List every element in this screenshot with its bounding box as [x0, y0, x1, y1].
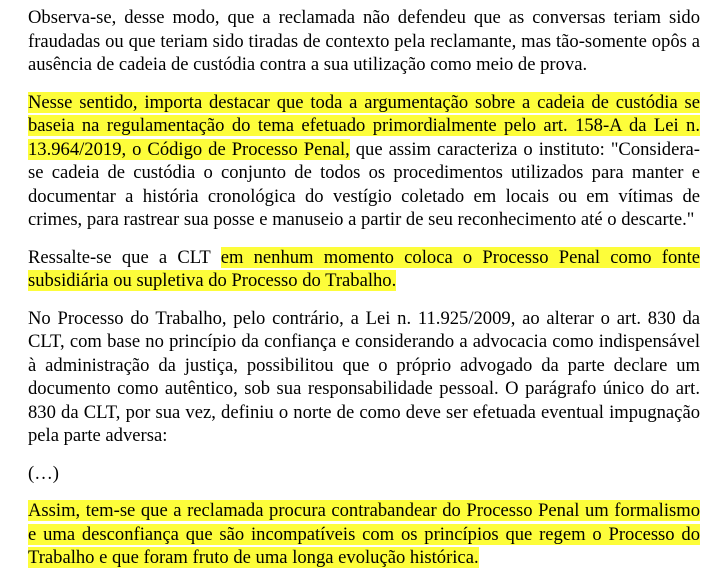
highlighted-text: em nenhum momento coloca o Processo Penal como fonte subsidiária ou supletiva do Processo do Trabalho. [28, 246, 700, 291]
paragraph-text: No Processo do Trabalho, pelo contrário, a Lei n. 11.925/2009, ao alterar o art. 830 da CLT, com base no princípio da confiança e considerando a advocacia como indispensável à administração da justiça, possibilitou que o próprio advogado da parte declare um documento como autêntico, sob sua responsabilidade pessoal. O parágrafo único do art. 830 da CLT, por sua vez, definiu o norte de como deve ser efetuada eventual impugnação pela parte adversa: [28, 307, 700, 446]
paragraph-labor-procedure [28, 307, 700, 448]
ellipsis-text: (…) [28, 462, 59, 484]
paragraph-conclusion [28, 499, 700, 570]
paragraph-text: Observa-se, desse modo, que a reclamada não defendeu que as conversas teriam sido fraudadas ou que teriam sido tiradas de contexto pela reclamante, mas tão-somente opôs a ausência de cadeia de custódia contra a sua utilização como meio de prova. [28, 7, 700, 75]
paragraph-ellipsis [28, 462, 700, 486]
paragraph-criminal-procedure-basis [28, 91, 700, 232]
paragraph-clt-note [28, 246, 700, 293]
highlighted-text: Nesse sentido, importa destacar que toda a argumentação sobre a cadeia de custódia se baseia na regulamentação do tema efetuado primordialmente pelo art. 158-A da Lei n. 13.964/2019, o Código de Processo Penal, [28, 91, 700, 160]
highlighted-text: Assim, tem-se que a reclamada procura contrabandear do Processo Penal um formalismo e uma desconfiança que são incompatíveis com os princípios que regem o Processo do Trabalho e que foram fruto de uma longa evolução histórica. [28, 500, 700, 568]
paragraph-text: que assim caracteriza o instituto: "Considera-se cadeia de custódia o conjunto de todos os procedimentos utilizados para manter e documentar a história cronológica do vestígio coletado em locais ou em vítimas de crimes, para rastrear sua posse e manuseio a partir de seu reconhecimento até o descarte." [28, 138, 700, 230]
paragraph-text: Ressalte-se que a CLT [28, 246, 221, 268]
paragraph-custody-defense [28, 6, 700, 77]
